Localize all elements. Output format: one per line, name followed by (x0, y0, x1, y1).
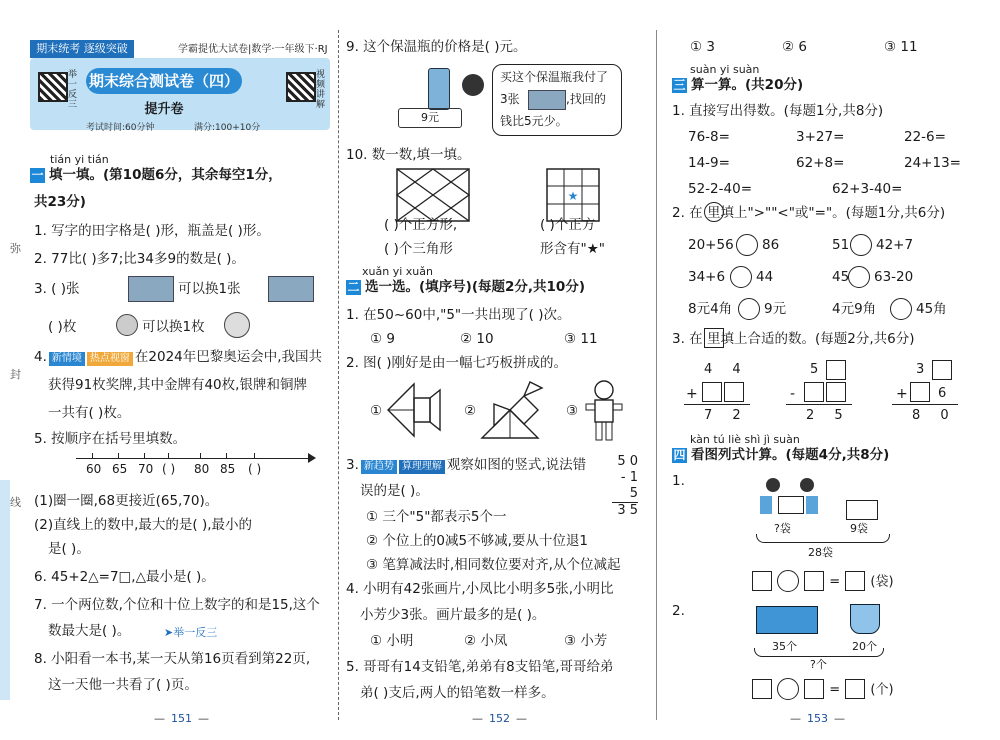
child-avatar (800, 478, 814, 492)
s3-opt2[interactable]: ② 个位上的0减5不够减,要从十位退1 (366, 533, 588, 549)
s1: 1. 在50~60中,"5"一共出现了( )次。 (346, 307, 571, 323)
v1-rule (684, 404, 750, 405)
compare-operand: 63-20 (874, 269, 914, 285)
carried-box-icon (778, 496, 804, 514)
q1: 1. 写字的田字格是( )形，瓶盖是( )形。 (34, 223, 270, 239)
p2-unknown: ?个 (810, 658, 827, 671)
banknote-icon (528, 90, 566, 110)
compare-circle[interactable] (850, 234, 872, 256)
v3-rule (892, 404, 958, 405)
compare-operand: 9元 (764, 301, 787, 317)
number-line-tick (168, 453, 169, 459)
compare-operand: 42+7 (876, 237, 914, 253)
answer-box[interactable] (845, 679, 865, 699)
sec1-pinyin: tián yi tián (50, 153, 109, 166)
compare-operand: 51 (832, 237, 850, 253)
c2: 2. 在 里填上">""<"或"="。(每题1分,共6分) (672, 205, 946, 221)
compare-operand: 44 (756, 269, 774, 285)
p2-box-label: 35个 (772, 640, 797, 653)
q10-left2: ( )个三角形 (384, 241, 453, 257)
child-body (806, 496, 818, 514)
operator-circle[interactable] (777, 570, 799, 592)
operator-circle[interactable] (777, 678, 799, 700)
v3-top: 3 (916, 362, 925, 377)
v2-box2[interactable] (804, 382, 824, 402)
s1-opt2[interactable]: ② 10 (460, 331, 494, 347)
s3-vert-result: 3 5 (617, 503, 638, 518)
s3-vertical-calc (612, 454, 638, 519)
sec1-number: 一 (31, 168, 44, 182)
q5-2a: (2)直线上的数中,最大的是( ),最小的 (34, 517, 253, 533)
calc-item: 14-9= (688, 155, 730, 171)
qr-label-right: 视频讲解 (316, 70, 326, 110)
p1-total: 28袋 (808, 546, 833, 559)
s3-opt1[interactable]: ① 三个"5"都表示5个一 (366, 509, 507, 525)
compare-circle[interactable] (738, 298, 760, 320)
q4-line3: 一共有( )枚。 (48, 405, 131, 421)
seal-mark-top: 弥 (10, 242, 21, 255)
v3-box1[interactable] (932, 360, 952, 380)
q3-part3: ( )枚 (48, 319, 77, 335)
p2-basket-label: 20个 (852, 640, 877, 653)
s3-line1: 3. 新趋势 算理理解 观察如图的竖式,说法错 (346, 457, 587, 473)
number-line-label: ( ) (162, 462, 176, 476)
qr-label-left: 举一反三 (68, 70, 78, 110)
p1-brace (756, 534, 890, 543)
q3-part2: 可以换1张 (178, 281, 241, 297)
square-triangle-figure (396, 168, 470, 222)
compare-operand: 20+56 (688, 237, 734, 253)
answer-box[interactable] (752, 571, 772, 591)
s1-opt3[interactable]: ③ 11 (564, 331, 598, 347)
tangram-fish-figure (386, 380, 442, 438)
number-line-arrow (308, 453, 316, 463)
v1-box2[interactable] (724, 382, 744, 402)
p2-equation: = (个) (752, 678, 972, 700)
seal-mark-mid: 封 (10, 368, 21, 381)
s4-opt2[interactable]: ② 小凤 (464, 633, 508, 649)
q3-part1: 3. ( )张 (34, 281, 80, 297)
banknote-icon (268, 276, 314, 302)
compare-circle[interactable] (890, 298, 912, 320)
qr-code-right (286, 72, 316, 102)
sec4-number: 四 (673, 448, 686, 462)
page-number-152: — 152 — (472, 712, 527, 725)
s4a: 4. 小明有42张画片,小凤比小明多5张,小明比 (346, 581, 614, 597)
number-line-tick (254, 453, 255, 459)
compare-circle-sample (704, 202, 724, 222)
bubble-line3: 钱比5元少。 (500, 114, 568, 128)
series-label: 学霸提优大试卷|数学·一年级下·RJ (178, 44, 328, 55)
q7b: 数最大是( )。 (48, 623, 131, 639)
calc-item: 62+8= (796, 155, 845, 171)
bubble-line2a: 3张 (500, 92, 520, 106)
number-line-label: 70 (138, 462, 154, 476)
q3-part4: 可以换1枚 (142, 319, 205, 335)
box-icon (846, 500, 878, 520)
number-line (76, 458, 314, 459)
number-line-label: 80 (194, 462, 210, 476)
answer-box[interactable] (752, 679, 772, 699)
v3-mid: 6 (938, 386, 947, 401)
bubble-line2b: ,找回的 (566, 92, 606, 106)
svg-text:★: ★ (567, 189, 579, 203)
top-opt2[interactable]: ② 6 (782, 39, 807, 55)
sec2-heading (346, 278, 585, 296)
sec1-title-cont: 共23分) (34, 194, 86, 210)
q10-right2: 形含有"★" (540, 241, 606, 257)
sec2-number: 二 (347, 280, 360, 294)
v1-op: + (686, 386, 698, 402)
sec1-title: 填一填。(第10题6分，其余每空1分， (49, 167, 282, 183)
p1-unknown: ?袋 (774, 522, 791, 535)
compare-circle[interactable] (730, 266, 752, 288)
v3-result: 8 0 (912, 408, 957, 423)
calc-item: 62+3-40= (832, 181, 903, 197)
number-line-label: 60 (86, 462, 102, 476)
calc-item: 52-2-40= (688, 181, 752, 197)
q4-line2: 获得91枚奖牌,其中金牌有40枚,银牌和铜牌 (48, 377, 307, 393)
compare-circle[interactable] (736, 234, 758, 256)
sec4-heading (672, 446, 889, 464)
compare-operand: 4元9角 (832, 301, 877, 317)
s3-tag-logic: 算理理解 (399, 460, 445, 474)
s2-label1[interactable]: ① (370, 403, 383, 419)
banner-tag: 期末统考 逐级突破 (30, 40, 134, 58)
p2-label: 2. (672, 603, 685, 619)
child-avatar (462, 74, 484, 96)
s3-line2: 误的是( )。 (360, 483, 429, 499)
top-opt1[interactable]: ① 3 (690, 39, 715, 55)
answer-box[interactable] (804, 571, 824, 591)
calc-item: 3+27= (796, 129, 845, 145)
q2: 2. 77比( )多7;比34多9的数是( )。 (34, 251, 245, 267)
s4b: 小芳少3张。画片最多的是( )。 (360, 607, 546, 623)
s5b: 弟( )支后,两人的铅笔数一样多。 (360, 685, 555, 701)
q10-right1: ( )个正方 (540, 217, 596, 233)
left-edge-strip (0, 480, 10, 700)
sec3-heading (672, 76, 803, 94)
p2-unit: (个) (870, 682, 894, 698)
s2-label2[interactable]: ② (464, 403, 477, 419)
top-opt3[interactable]: ③ 11 (884, 39, 918, 55)
fill-box-sample (704, 328, 724, 348)
full-score: 满分:100+10分 (194, 123, 261, 133)
sec3-pinyin: suàn yi suàn (690, 63, 760, 76)
s2: 2. 图( )刚好是由一幅七巧板拼成的。 (346, 355, 567, 371)
s5a: 5. 哥哥有14支铅笔,弟弟有8支铅笔,哥哥给弟 (346, 659, 614, 675)
exam-time: 考试时间:60分钟 (86, 123, 155, 133)
s1-opt1[interactable]: ① 9 (370, 331, 395, 347)
page-number-153: — 153 — (790, 712, 845, 725)
number-line-tick (144, 453, 145, 459)
coin-icon (116, 314, 138, 336)
q4-text1: 在2024年巴黎奥运会中,我国共 (134, 349, 323, 365)
calc-item: 24+13= (904, 155, 961, 171)
number-line-tick (118, 453, 119, 459)
page-number-151: — 151 — (154, 712, 209, 725)
q5-1: (1)圈一圈,68更接近(65,70)。 (34, 493, 219, 509)
compare-operand: 45角 (916, 301, 947, 317)
q10-left1: ( )个正方形, (384, 217, 458, 233)
s3-tag-trend: 新趋势 (361, 460, 397, 474)
c1: 1. 直接写出得数。(每题1分,共8分) (672, 103, 884, 119)
v2-result: 2 5 (806, 408, 851, 423)
robot-figure (584, 378, 624, 442)
q5-2b: 是( )。 (48, 541, 90, 557)
page-divider (656, 30, 657, 720)
number-line-label: 65 (112, 462, 128, 476)
q7-link[interactable]: ➤举一反三 (164, 626, 218, 639)
sec2-pinyin: xuǎn yi xuǎn (362, 265, 433, 278)
sec3-number: 三 (673, 78, 686, 92)
sec3-title: 算一算。(共20分) (691, 77, 804, 93)
v2-top: 5 (810, 362, 819, 377)
p1-box-label: 9袋 (850, 522, 868, 535)
seal-mark-bottom: 线 (10, 496, 21, 509)
q5: 5. 按顺序在括号里填数。 (34, 431, 187, 447)
compare-operand: 86 (762, 237, 780, 253)
sec4-title: 看图列式计算。(每题4分,共8分) (691, 447, 890, 463)
qr-code-left (38, 72, 68, 102)
number-line-tick (200, 453, 201, 459)
page-divider (338, 30, 339, 720)
q4-tag-new: 新情境 (49, 352, 85, 366)
page-subtitle: 提升卷 (144, 102, 184, 117)
grid-figure (546, 168, 600, 222)
page-title: 期末综合测试卷（四） (86, 68, 242, 94)
v1-box1[interactable] (702, 382, 722, 402)
s3-opt3[interactable]: ③ 笔算减法时,相同数位要对齐,从个位减起 (366, 557, 621, 573)
q4-line1: 4. 新情境 热点视窗 在2024年巴黎奥运会中,我国共 (34, 349, 323, 365)
bubble-line1: 买这个保温瓶我付了 (500, 70, 609, 84)
v1-result: 7 2 (704, 408, 749, 423)
compare-circle[interactable] (848, 266, 870, 288)
child-avatar (766, 478, 780, 492)
sec4-pinyin: kàn tú liè shì jì suàn (690, 433, 800, 446)
v3-box2[interactable] (910, 382, 930, 402)
v3-op: + (896, 386, 908, 402)
price-tag: 9元 (398, 108, 462, 128)
egg-basket-icon (850, 604, 880, 634)
v2-rule (786, 404, 852, 405)
s3-vert-sub: - 1 5 (612, 470, 638, 503)
s3-text1: 观察如图的竖式,说法错 (446, 457, 587, 473)
p1-unit: (袋) (870, 574, 894, 590)
coin-icon (224, 312, 250, 338)
q8a: 8. 小阳看一本书,某一天从第16页看到第22页, (34, 651, 311, 667)
s4-opt1[interactable]: ① 小明 (370, 633, 414, 649)
sec2-title: 选一选。(填序号)(每题2分,共10分) (365, 279, 585, 295)
q8b: 这一天他一共看了( )页。 (48, 677, 198, 693)
compare-operand: 45 (832, 269, 850, 285)
compare-operand: 8元4角 (688, 301, 733, 317)
tangram-bird-figure (480, 378, 546, 440)
thermos-icon (428, 68, 450, 110)
v2-box3[interactable] (826, 382, 846, 402)
p1-equation: = (袋) (752, 570, 972, 592)
c3: 3. 在 里填上合适的数。(每题2分,共6分) (672, 331, 915, 347)
sec1-heading (30, 166, 282, 184)
s2-label3[interactable]: ③ (566, 403, 579, 419)
q4-tag-hot: 热点视窗 (87, 352, 133, 366)
s3-vert-top: 5 0 (617, 454, 638, 469)
answer-box[interactable] (804, 679, 824, 699)
number-line-label: 85 (220, 462, 236, 476)
egg-box-icon (756, 606, 818, 634)
number-line-tick (92, 453, 93, 459)
compare-operand: 34+6 (688, 269, 726, 285)
answer-box[interactable] (845, 571, 865, 591)
v1-top: 4 4 (704, 362, 749, 377)
number-line-tick (226, 453, 227, 459)
v2-op: - (790, 386, 796, 402)
banknote-icon (128, 276, 174, 302)
number-line-label: ( ) (248, 462, 262, 476)
p1-label: 1. (672, 473, 685, 489)
v2-box1[interactable] (826, 360, 846, 380)
q9: 9. 这个保温瓶的价格是( )元。 (346, 39, 527, 55)
child-body (760, 496, 772, 514)
calc-item: 76-8= (688, 129, 730, 145)
calc-item: 22-6= (904, 129, 946, 145)
q6: 6. 45+2△=7□,△最小是( )。 (34, 569, 215, 585)
s4-opt3[interactable]: ③ 小芳 (564, 633, 608, 649)
q7a: 7. 一个两位数,个位和十位上数字的和是15,这个 (34, 597, 320, 613)
q10: 10. 数一数,填一填。 (346, 147, 471, 163)
